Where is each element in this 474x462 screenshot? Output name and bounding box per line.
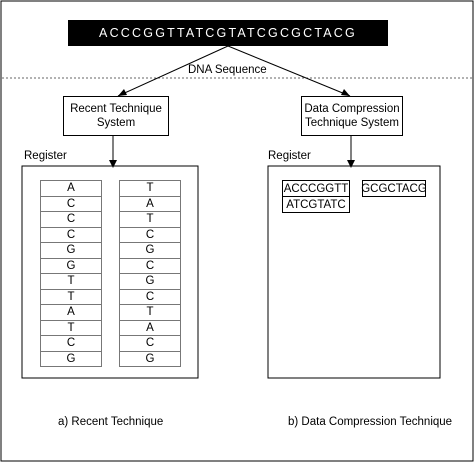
register-cell: A — [40, 304, 102, 321]
arrowhead-to-compression — [341, 89, 350, 96]
register-cell: T — [119, 180, 181, 197]
compression-technique-line1: Data Compression — [304, 103, 400, 115]
register-cell: G — [40, 242, 102, 259]
register-cell: G — [40, 351, 102, 368]
arrowhead-to-register-a — [109, 160, 117, 168]
register-cell: G — [119, 351, 181, 368]
register-cell: A — [119, 320, 181, 337]
register-cell: C — [40, 196, 102, 213]
register-cell: A — [40, 180, 102, 197]
register-cell: G — [40, 258, 102, 275]
register-cell: C — [119, 258, 181, 275]
register-cell: G — [119, 273, 181, 290]
register-cell: C — [40, 211, 102, 228]
register-cell: T — [119, 304, 181, 321]
compression-technique-line2: Technique System — [305, 117, 399, 129]
arrowhead-to-recent — [118, 89, 127, 96]
recent-technique-line1: Recent Technique — [70, 103, 162, 115]
register-cell: G — [119, 242, 181, 259]
register-cell: A — [119, 196, 181, 213]
register-cell: C — [40, 335, 102, 352]
recent-technique-box — [63, 96, 169, 136]
register-cell: T — [40, 273, 102, 290]
register-cell: C — [119, 227, 181, 244]
register-a-label: Register — [24, 150, 67, 162]
register-b-label: Register — [268, 150, 311, 162]
register-cell: C — [119, 335, 181, 352]
compressed-chunk: GCGCTACG — [362, 180, 426, 197]
register-cell: T — [119, 211, 181, 228]
register-cell: C — [40, 227, 102, 244]
dna-sequence-label: DNA Sequence — [188, 64, 267, 76]
compressed-chunk: ATCGTATC — [282, 196, 350, 213]
register-cell: T — [40, 320, 102, 337]
caption-a: a) Recent Technique — [58, 416, 164, 428]
arrowhead-to-register-b — [347, 160, 355, 168]
register-cell: C — [119, 289, 181, 306]
caption-b: b) Data Compression Technique — [288, 416, 453, 428]
register-cell: T — [40, 289, 102, 306]
compression-technique-box — [301, 96, 403, 136]
recent-technique-line2: System — [96, 117, 136, 129]
compressed-chunk: ACCCGGTT — [282, 180, 350, 197]
dna-sequence-bar: ACCCGGTTATCGTATCGCGCTACG — [68, 20, 388, 46]
